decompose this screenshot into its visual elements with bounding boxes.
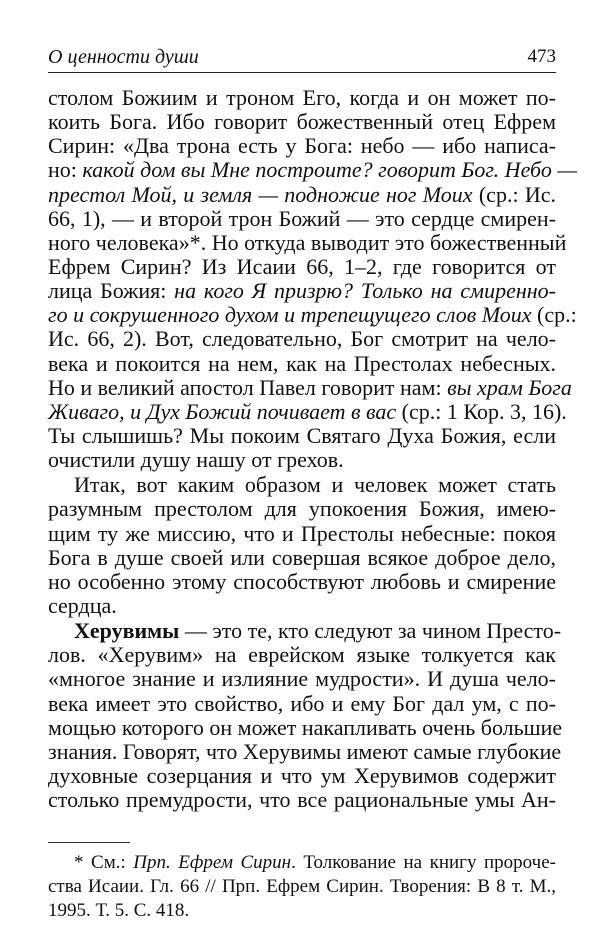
- text-run: . Толкование на книгу пророче-: [291, 852, 556, 873]
- text-run: (ср.:: [531, 302, 577, 328]
- text-line: [48, 764, 556, 788]
- text-run: очистили душу нашу от грехов.: [48, 447, 344, 473]
- text-run: «многое знание и излияние мудрости». И душа чело-: [48, 666, 556, 692]
- italic-quote: го и сокрушенного духом и трепещущего слов Моих: [48, 302, 532, 328]
- text-line: [48, 497, 556, 521]
- italic-quote: Живаго, и Дух Божий почивает в вас: [48, 398, 397, 424]
- text-run: сердца.: [48, 592, 117, 618]
- text-run: но особенно этому способствуют любовь и смирение: [48, 568, 556, 594]
- text-line: [48, 229, 567, 255]
- text-run: Но и великий апостол Павел говорит нам:: [48, 374, 448, 400]
- italic-quote: вы храм Бога: [447, 374, 572, 400]
- text-run: ного человека»*. Но откуда выводит это божественный: [48, 229, 567, 255]
- text-run: ства Исаии. Гл. 66 // Прп. Ефрем Сирин. Творения: В 8 т. М.,: [48, 876, 556, 897]
- text-line: [48, 738, 562, 764]
- italic-quote: Прп. Ефрем Сирин: [133, 852, 292, 873]
- text-line: [48, 255, 556, 279]
- text-run: лица Божия:: [48, 278, 175, 304]
- text-run: но:: [48, 157, 83, 183]
- text-line: [48, 594, 556, 618]
- text-run: века имеет это свойство, ибо и ему Бог дал ум, с по-: [48, 690, 556, 716]
- italic-quote: на кого Я призрю? Только на смиренно-: [174, 278, 556, 304]
- text-run: Ты слышишь? Мы покоим Святаго Духа Божия, если: [48, 422, 556, 448]
- text-line: [48, 788, 556, 812]
- text-line: [48, 157, 577, 183]
- text-run: духовные созерцания и что ум Херувимов содержит: [48, 762, 556, 788]
- text-run: (ср.: Ис.: [472, 181, 556, 207]
- text-line: [48, 327, 556, 351]
- paragraph: [48, 85, 577, 473]
- text-line: [48, 692, 556, 716]
- text-line: [48, 546, 556, 570]
- text-line: [48, 570, 556, 594]
- text-run: лов. «Херувим» на еврейском языке толкуется как: [48, 642, 556, 668]
- text-run: (ср.: 1 Кор. 3, 16).: [396, 398, 567, 424]
- text-run: столом Божиим и троном Его, когда и он может по-: [48, 85, 556, 110]
- text-run: 66, 1), — и второй трон Божий — это сердце смирен-: [48, 205, 556, 231]
- footnote-line: [48, 875, 556, 899]
- text-line: [48, 352, 556, 376]
- text-run: мощью которого он может накапливать очень большие: [48, 714, 563, 740]
- body-text: [48, 85, 577, 813]
- text-line: [48, 643, 556, 667]
- text-run: 1995. Т. 5. С. 418.: [48, 900, 190, 921]
- text-line: [48, 302, 577, 328]
- text-line: [48, 398, 567, 424]
- page-number: 473: [527, 46, 556, 67]
- text-run: Ефрем Сирин? Из Исаии 66, 1–2, где говорится от: [48, 253, 556, 279]
- text-run: столько премудрости, что все рациональные умы Ан-: [48, 787, 556, 813]
- footnote-line: [48, 899, 556, 923]
- text-run: щим ту же миссию, что и Престолы небесные: покоя: [48, 520, 556, 546]
- text-line: [48, 374, 572, 400]
- bold-term: Херувимы: [74, 618, 180, 644]
- text-line: [48, 714, 563, 740]
- text-line: [48, 279, 556, 303]
- paragraph: [48, 473, 556, 618]
- footnote-divider: [48, 842, 130, 843]
- text-line: [48, 424, 556, 448]
- text-line: [48, 448, 556, 472]
- text-line: [48, 522, 556, 546]
- italic-quote: какой дом вы Мне построите? говорит Бог. Небо —: [82, 157, 577, 183]
- text-line: [48, 207, 556, 231]
- text-line: [48, 473, 556, 497]
- text-line: [48, 667, 556, 691]
- text-run: Бога в душе своей или совершая всякое доброе дело,: [48, 544, 556, 570]
- text-run: Итак, вот каким образом и человек может стать: [74, 472, 556, 498]
- italic-quote: престол Мой, и земля — подножие ног Моих: [48, 181, 473, 207]
- text-line: [48, 110, 556, 134]
- text-run: века и покоится на нем, как на Престолах небесных.: [48, 350, 556, 376]
- footnote: [48, 851, 556, 923]
- text-run: разумным престолом для упокоения Божия, имею-: [48, 496, 556, 522]
- running-header: [48, 42, 556, 73]
- text-run: — это те, кто следуют за чином Престо-: [179, 618, 562, 644]
- running-title: О ценности души: [48, 46, 199, 68]
- text-line: [48, 134, 556, 158]
- text-run: коить Бога. Ибо говорит божественный отец Ефрем: [48, 109, 556, 135]
- text-line: [48, 86, 556, 110]
- text-line: [48, 618, 562, 644]
- text-line: [48, 183, 556, 207]
- text-run: * См.:: [74, 852, 134, 873]
- paragraph: [48, 618, 563, 813]
- text-run: Сирин: «Два трона есть у Бога: небо — ибо написа-: [48, 133, 556, 159]
- footnote-line: [48, 851, 556, 875]
- text-run: знания. Говорят, что Херувимы имеют самые глубокие: [48, 738, 562, 764]
- text-run: Ис. 66, 2). Вот, следовательно, Бог смотрит на чело-: [48, 326, 556, 352]
